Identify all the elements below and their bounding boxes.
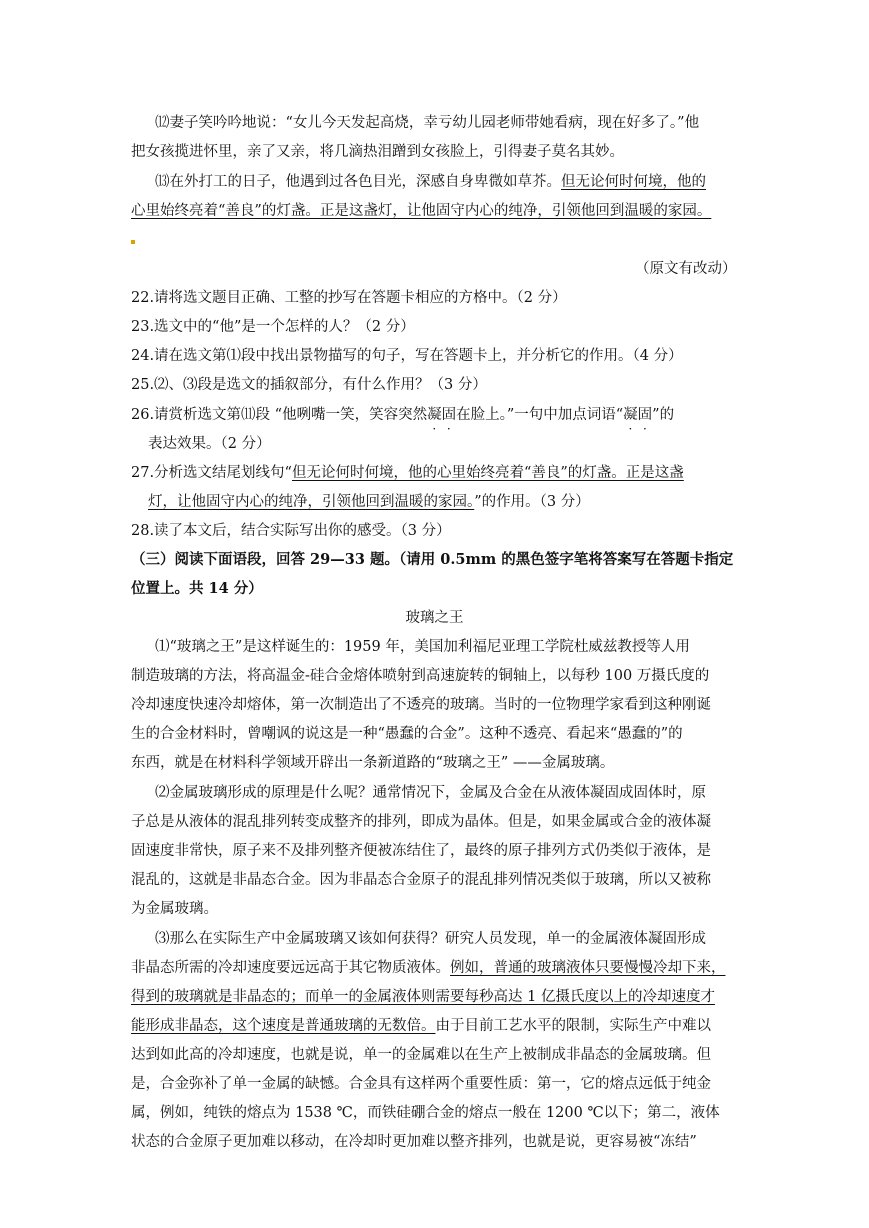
article-p1-line-5: 东西，就是在材料科学领域开辟出一条新道路的“玻璃之王” ——金属玻璃。 (131, 755, 615, 771)
article-p2-line-2: 子总是从液体的混乱排列转变成整齐的排列，即成为晶体。但是，如果金属或合金的液体凝 (131, 814, 711, 830)
paragraph-12-line-2: 把女孩揽进怀里，亲了又亲，将几滴热泪蹭到女孩脸上，引得妻子莫名其妙。 (131, 144, 624, 160)
question-27-text-b: ”的作用。（3 分） (474, 494, 590, 510)
article-p3-line-5: 达到如此高的冷却速度，也就是说，单一的金属难以在生产上被制成非晶态的金属玻璃。但 (131, 1047, 711, 1063)
article-p1-line-3: 冷却速度快速冷却熔体，第一次制造出了不透亮的玻璃。当时的一位物理学家看到这种刚诞 (131, 697, 711, 713)
article-p3-text-a: 非晶态所需的冷却速度要远远高于其它物质液体。 (131, 960, 450, 976)
question-26-line-2: 表达效果。（2 分） (148, 436, 271, 452)
section-3-heading-line-2: 位置上。共 14 分） (131, 580, 263, 597)
paragraph-13-underlined-line-2: 心里始终亮着“善良”的灯盏。正是这盏灯，让他固守内心的纯净，引领他回到温暖的家园。 (131, 203, 712, 219)
article-p3-line-6: 是，合金弥补了单一金属的缺憾。合金具有这样两个重要性质：第一，它的熔点远低于纯金 (131, 1076, 711, 1092)
question-27-line-1 (131, 463, 684, 483)
question-27-line-2 (148, 492, 590, 512)
article-p3-line-7: 属，例如，纯铁的熔点为 1538 ℃，而铁硅硼合金的熔点一般在 1200 ℃以下；第二，液体 (131, 1105, 720, 1121)
section-3-heading-line-1: （三）阅读下面语段，回答 29—33 题。（请用 0.5mm 的黑色签字笔将答案写在答题卡指定 (131, 551, 734, 568)
article-p3-line-1: ⑶那么在实际生产中金属玻璃又该如何获得？研究人员发现，单一的金属液体凝固形成 (155, 931, 706, 947)
paragraph-13-line-1 (155, 172, 706, 192)
question-27-text-a: 27.分析选文结尾划线句“ (131, 465, 292, 481)
article-p3-line-4 (131, 1016, 711, 1036)
question-25: 25.⑵、⑶段是选文的插叙部分，有什么作用？（3 分） (131, 377, 487, 393)
article-p3-line-2 (131, 958, 726, 978)
question-24: 24.请在选文第⑴段中找出景物描写的句子，写在答题卡上，并分析它的作用。（4 分） (131, 348, 683, 364)
emphasis-char-1: 凝 (427, 407, 442, 423)
article-p2-line-4: 混乱的，这就是非晶态合金。因为非晶态合金原子的混乱排列情况类似于玻璃，所以又被称 (131, 872, 711, 888)
article-p3-text-b: 由于目前工艺水平的限制，实际生产中难以 (435, 1018, 711, 1034)
question-26-text-a: 26.请赏析选文第⑾段 “他咧嘴一笑，笑容突然 (131, 407, 428, 423)
article-p3-underlined-2: 得到的玻璃就是非晶态的；而单一的金属液体则需要每秒高达 1 亿摄氏度以上的冷却速度才 (131, 989, 715, 1005)
article-p2-line-1: ⑵金属玻璃形成的原理是什么呢？通常情况下，金属及合金在从液体凝固成固体时，原 (155, 785, 706, 801)
paragraph-13-underlined-start: 但无论何时何境，他的 (561, 174, 706, 190)
article-p1-line-4: 生的合金材料时，曾嘲讽的说这是一种“愚蠢的合金”。这种不透亮、看起来“愚蠢的”的 (131, 726, 683, 742)
yellow-mark-icon (131, 240, 135, 244)
paragraph-12-line-1: ⑿妻子笑吟吟地说：“女儿今天发起高烧，幸亏幼儿园老师带她看病，现在好多了。”他 (155, 115, 700, 131)
emphasis-char-4: 固 (637, 407, 653, 423)
article-title: 玻璃之王 (405, 610, 464, 626)
paragraph-13-text: ⒀在外打工的日子，他遇到过各色目光，深感自身卑微如草芥。 (155, 174, 561, 190)
article-p2-line-5: 为金属玻璃。 (131, 901, 218, 917)
question-28: 28.读了本文后，结合实际写出你的感受。（3 分） (131, 523, 451, 539)
question-26-text-c: ”的 (652, 407, 675, 423)
article-p3-line-8: 状态的合金原子更加难以移动，在冷却时更加难以整齐排列，也就是说，更容易被“冻结” (131, 1134, 697, 1150)
article-p2-line-3: 固速度非常快，原子来不及排列整齐便被冻结住了，最终的原子排列方式仍类似于液体，是 (131, 843, 711, 859)
question-26-line-1 (131, 405, 674, 425)
question-27-underlined-1: 但无论何时何境，他的心里始终亮着“善良”的灯盏。正是这盏 (291, 465, 684, 481)
question-27-underlined-2: 灯，让他固守内心的纯净，引领他回到温暖的家园。 (148, 494, 475, 510)
source-note: （原文有改动） (635, 261, 737, 277)
question-26-text-b: 在脸上。”一句中加点词语“ (456, 407, 624, 423)
question-23: 23.选文中的“他”是一个怎样的人？（2 分） (131, 319, 415, 335)
emphasis-char-2: 固 (441, 407, 457, 423)
article-p1-line-2: 制造玻璃的方法，将高温金-硅合金熔体喷射到高速旋转的铜轴上，以每秒 100 万摄氏度的 (131, 668, 710, 684)
article-p3-underlined-3: 能形成非晶态，这个速度是普通玻璃的无数倍。 (131, 1018, 436, 1034)
emphasis-char-3: 凝 (623, 407, 638, 423)
question-22: 22.请将选文题目正确、工整的抄写在答题卡相应的方格中。（2 分） (131, 290, 567, 306)
article-p3-underlined-1: 例如，普通的玻璃液体只要慢慢冷却下来， (450, 960, 726, 976)
article-p1-line-1: ⑴“玻璃之王”是这样诞生的：1959 年，美国加利福尼亚理工学院杜威兹教授等人用 (155, 639, 690, 655)
